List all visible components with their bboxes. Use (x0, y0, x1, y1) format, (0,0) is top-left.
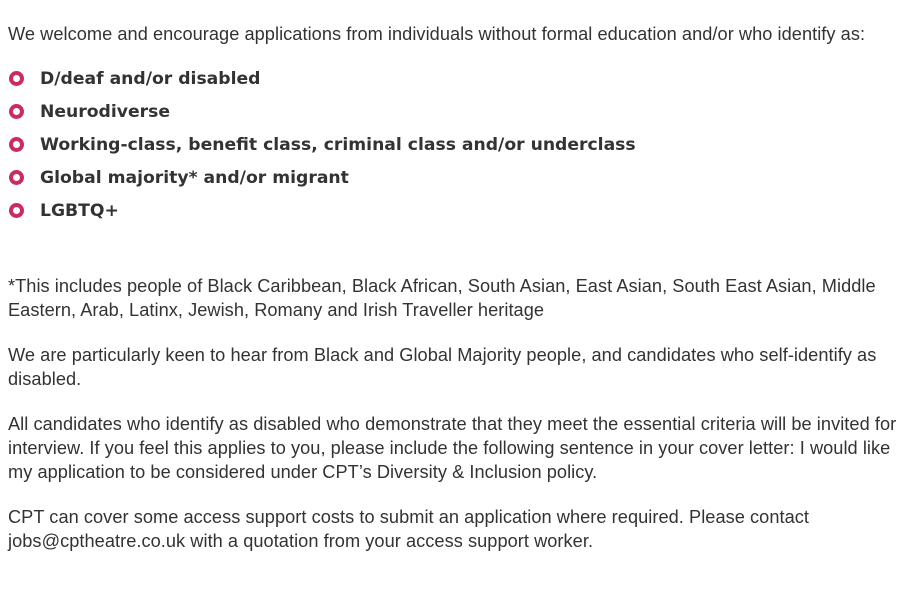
list-item-label: Working-class, benefit class, criminal class and/or underclass (40, 134, 636, 155)
list-item (8, 128, 898, 161)
list-item-label: LGBTQ+ (40, 200, 119, 221)
heritage-footnote: *This includes people of Black Caribbean, Black African, South Asian, East Asian, South East Asian, Middle Eastern, Arab, Latinx, Jewish, Romany and Irish Traveller heritage (8, 276, 876, 320)
jobs-email-text: jobs@cptheatre.co.uk (8, 531, 186, 551)
ring-bullet-icon (9, 203, 24, 218)
list-item (8, 95, 898, 128)
list-item (8, 62, 898, 95)
ring-bullet-icon (9, 137, 24, 152)
ring-bullet-icon (9, 71, 24, 86)
criteria-list (8, 62, 898, 227)
keen-paragraph: We are particularly keen to hear from Black and Global Majority people, and candidates who self-identify as disabled. (8, 345, 877, 389)
list-item (8, 194, 898, 227)
ring-bullet-icon (9, 170, 24, 185)
list-item-label: Global majority* and/or migrant (40, 167, 349, 188)
list-item (8, 161, 898, 194)
intro-paragraph: We welcome and encourage applications from individuals without formal education and/or who identify as: (8, 24, 866, 44)
access-text-after: with a quotation from your access support worker. (185, 531, 594, 551)
list-item-label: Neurodiverse (40, 101, 170, 122)
access-text-before: CPT can cover some access support costs to submit an application where required. Please contact (8, 507, 810, 527)
list-item-label: D/deaf and/or disabled (40, 68, 261, 89)
ring-bullet-icon (9, 104, 24, 119)
access-support-paragraph (8, 505, 898, 553)
disabled-candidates-paragraph: All candidates who identify as disabled who demonstrate that they meet the essential criteria will be invited for interview. If you feel this applies to you, please include the following sentence in your cover letter: I would like my application to be considered under CPT’s Diversity & Inclusion policy. (8, 414, 897, 482)
